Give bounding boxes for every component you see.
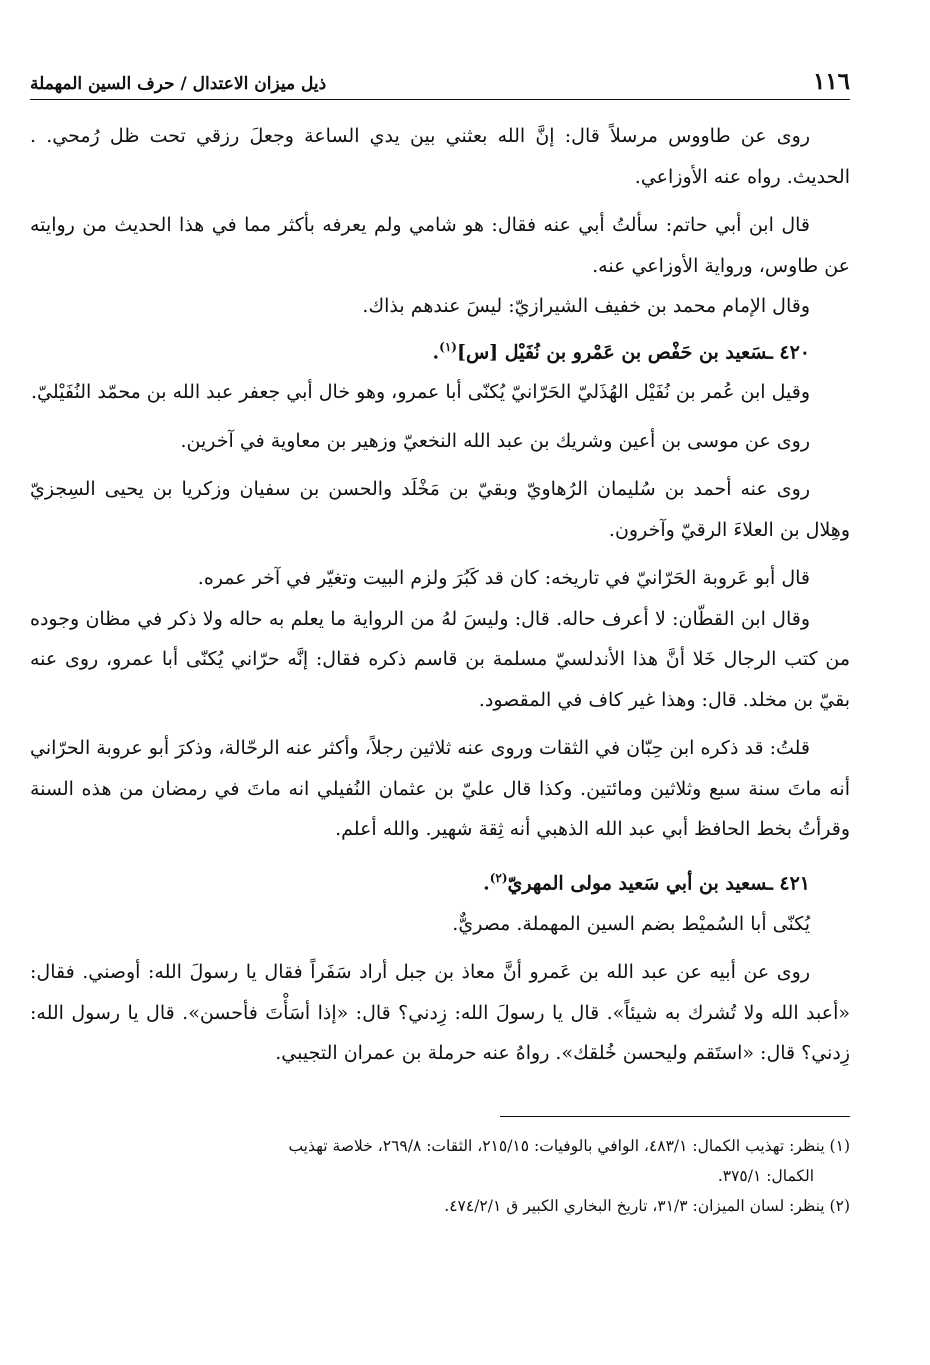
running-title: ذيل ميزان الاعتدال / حرف السين المهملة (30, 74, 327, 94)
entry-title: سَعيد بن حَفْص بن عَمْرو بن نُفَيْل [س] (456, 340, 768, 363)
paragraph: روى عن موسى بن أعين وشريك بن عبد الله النخعيّ وزهير بن معاوية في آخرين. (180, 429, 810, 452)
entry-number: ٤٢١ (779, 872, 810, 895)
entry-heading-420: ٤٢٠ ـسَعيد بن حَفْص بن عَمْرو بن نُفَيْل [س]$^{(١)}$. (432, 339, 810, 363)
main-text (30, 116, 850, 1074)
paragraph: روى عن أبيه عن عبد الله بن عَمرو أنَّ معاذ بن جبل أراد سَفَراً فقال يا رسولَ الله: أوصني. فقال: «أعبد الله ولا تُشرك به شيئاً». قال يا رسولَ الله: زِدني؟ قال: «إذا أسَأْتَ فأحسن». قال يا رسول الله: زِدني؟ قال: «استَقم وليحسن خُلقك». رواهُ عنه حرملة بن عمران التجيبي. (30, 961, 850, 1065)
paragraph: يُكنّى أبا السُميْط بضم السين المهملة. مصريٌّ. (452, 912, 810, 935)
entry-title: سعيد بن أبي سَعيد مولى المهريّ (507, 872, 768, 895)
entry-heading-421: ٤٢١ ـسعيد بن أبي سَعيد مولى المهريّ$^{(٢)}$. (483, 870, 810, 895)
paragraph: وقال ابن القطّان: لا أعرف حاله. قال: وليسَ لهُ من الرواية ما يعلم به حاله ولا ذكر في مظان وجوده من كتب الرجال خَلا أنَّ هذا الأندلسيّ مسلمة بن قاسم ذكره فقال: إنَّه حرّاني يُكنّى أبا عمرو، روى عنه بقيّ بن مخلد. قال: وهذا غير كاف في المقصود. (30, 607, 850, 711)
paragraph: قلتُ: قد ذكره ابن حِبّان في الثقات وروى عنه ثلاثين رجلاً، وأكثر عنه الرحّالة، وذكرَ أبو عروبة الحرّاني أنه ماتَ سنة سبع وثلاثين ومائتين. وكذا قال عليّ بن عثمان النُفيلي انه ماتَ في رمضان من هذه السنة وقرأتُ بخط الحافظ أبي عبد الله الذهبي أنه ثِقة شهير. والله أعلم. (30, 737, 850, 841)
footnote-1-continued: الكمال: ٣٧٥/١. (717, 1166, 814, 1185)
footnote-separator (500, 1116, 850, 1117)
running-header (30, 70, 850, 100)
paragraph: روى عن طاووس مرسلاً قال: إنَّ الله بعثني بين يدي الساعة وجعلَ رزقي تحت ظل رُمحي. . الحديث. رواه عنه الأوزاعي. (30, 125, 850, 188)
paragraph: وقال الإمام محمد بن خفيف الشيرازيّ: ليسَ عندهم بذاك. (362, 295, 810, 317)
paragraph: قال أبو عَروبة الحَرّانيّ في تاريخه: كان قد كَبُرَ ولزم البيت وتغيّر في آخر عمره. (197, 567, 810, 590)
footnote-ref: (١) (439, 339, 457, 354)
footnote-2: (٢) ينظر: لسان الميزان: ٣١/٣، تاريخ البخاري الكبير ق ٤٧٤/٢/١. (444, 1196, 850, 1215)
book-page (30, 70, 850, 1221)
footnotes (30, 1131, 850, 1221)
footnote-ref: (٢) (489, 870, 508, 885)
footnote-1: (١) ينظر: تهذيب الكمال: ٤٨٣/١، الوافي بالوفيات: ٢١٥/١٥، الثقات: ٢٦٩/٨، خلاصة تهذيب (288, 1136, 850, 1155)
paragraph: قال ابن أبي حاتم: سألتُ أبي عنه فقال: هو شامي ولم يعرفه بأكثر مما في هذا الحديث من روايته عن طاوس، ورواية الأوزاعي عنه. (30, 214, 850, 277)
paragraph: وقيل ابن عُمر بن نُفَيْل الهُذَليّ الحَرّانيّ يُكنّى أبا عمرو، وهو خال أبي جعفر عبد الله بن محمّد النُفَيْليّ. (31, 381, 810, 404)
paragraph: روى عنه أحمد بن سُليمان الرُهاويّ وبقيّ بن مَخْلَد والحسن بن سفيان وزكريا بن يحيى السِجزيّ وهِلال بن العلاءَ الرقيّ وآخرون. (30, 478, 850, 541)
entry-number: ٤٢٠ (779, 340, 810, 363)
page-number: ١١٦ (812, 68, 850, 95)
